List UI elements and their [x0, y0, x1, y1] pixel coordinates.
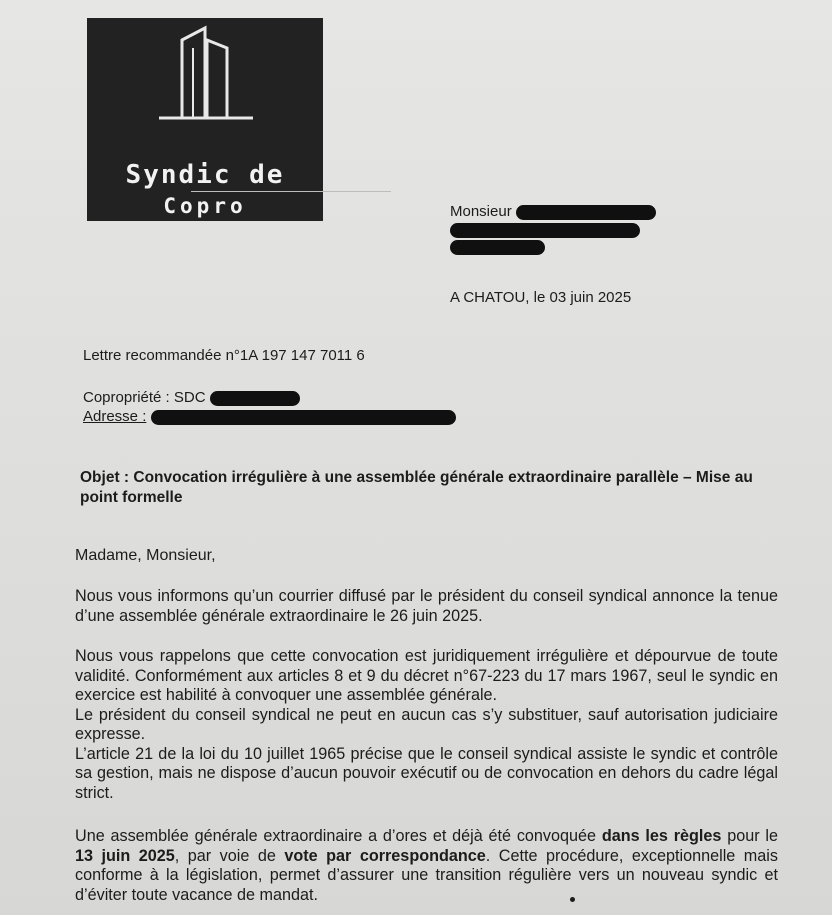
- paragraph-2-line-1: Nous vous rappelons que cette convocation est juridiquement irrégulière et dépourvue de toute validité. Conformément aux articles 8 et 9 du décret n°67-223 du 17 mars 1967, seul le syndic en exercice est habilité à convoquer une assemblée générale.: [75, 647, 778, 704]
- ink-dot: [570, 897, 575, 902]
- paragraph-3: [75, 827, 778, 905]
- redacted-address: [151, 410, 456, 425]
- recipient-salutation: Monsieur: [450, 203, 512, 220]
- logo-subtitle: Copro: [163, 194, 247, 218]
- paragraph-3-bold-vote: vote par correspondance: [284, 846, 486, 865]
- letter-subject: Objet : Convocation irrégulière à une assemblée générale extraordinaire parallèle – Mise au point formelle: [80, 469, 753, 506]
- paragraph-3-text: Une assemblée générale extraordinaire a d’ores et déjà été convoquée: [75, 827, 602, 845]
- redacted-copropriete: [210, 391, 300, 406]
- building-icon: [87, 18, 323, 138]
- company-logo: [87, 18, 323, 221]
- paragraph-3-text: . Cette procédure, exceptionnelle mais conforme à la législation, permet d’assurer une transition régulière vers un nouveau syndic et d’éviter toute vacance de mandat.: [75, 846, 778, 904]
- logo-title: Syndic de: [125, 160, 285, 190]
- paragraph-3-text: , par voie de: [174, 846, 285, 865]
- greeting: Madame, Monsieur,: [75, 547, 216, 564]
- copropriete-block: [83, 388, 456, 426]
- redacted-street: [450, 223, 640, 238]
- redacted-name: [516, 205, 656, 220]
- recipient-block: [450, 203, 656, 255]
- paragraph-2-line-2: Le président du conseil syndical ne peut en aucun cas s’y substituer, sauf autorisation judiciaire expresse.: [75, 705, 778, 743]
- registered-letter-number: Lettre recommandée n°1A 197 147 7011 6: [83, 347, 365, 364]
- redacted-city: [450, 240, 545, 255]
- paragraph-3-bold-rules: dans les règles: [601, 827, 722, 845]
- paragraph-1: Nous vous informons qu’un courrier diffusé par le président du conseil syndical annonce la tenue d’une assemblée générale extraordinaire le 26 juin 2025.: [75, 587, 778, 625]
- paragraph-2-line-3: L’article 21 de la loi du 10 juillet 1965 précise que le conseil syndical assiste le syndic et contrôle sa gestion, mais ne dispose d’aucun pouvoir exécutif ou de convocation en dehors du cadre légal strict.: [75, 744, 778, 802]
- paragraph-3-text: pour le: [721, 827, 778, 845]
- paragraph-3-bold-date: 13 juin 2025: [75, 846, 175, 865]
- copropriete-label: Copropriété : SDC: [83, 389, 206, 406]
- address-label: Adresse :: [83, 408, 147, 425]
- date-line: A CHATOU, le 03 juin 2025: [450, 289, 632, 306]
- paragraph-2: [75, 647, 778, 803]
- logo-divider: [191, 191, 391, 192]
